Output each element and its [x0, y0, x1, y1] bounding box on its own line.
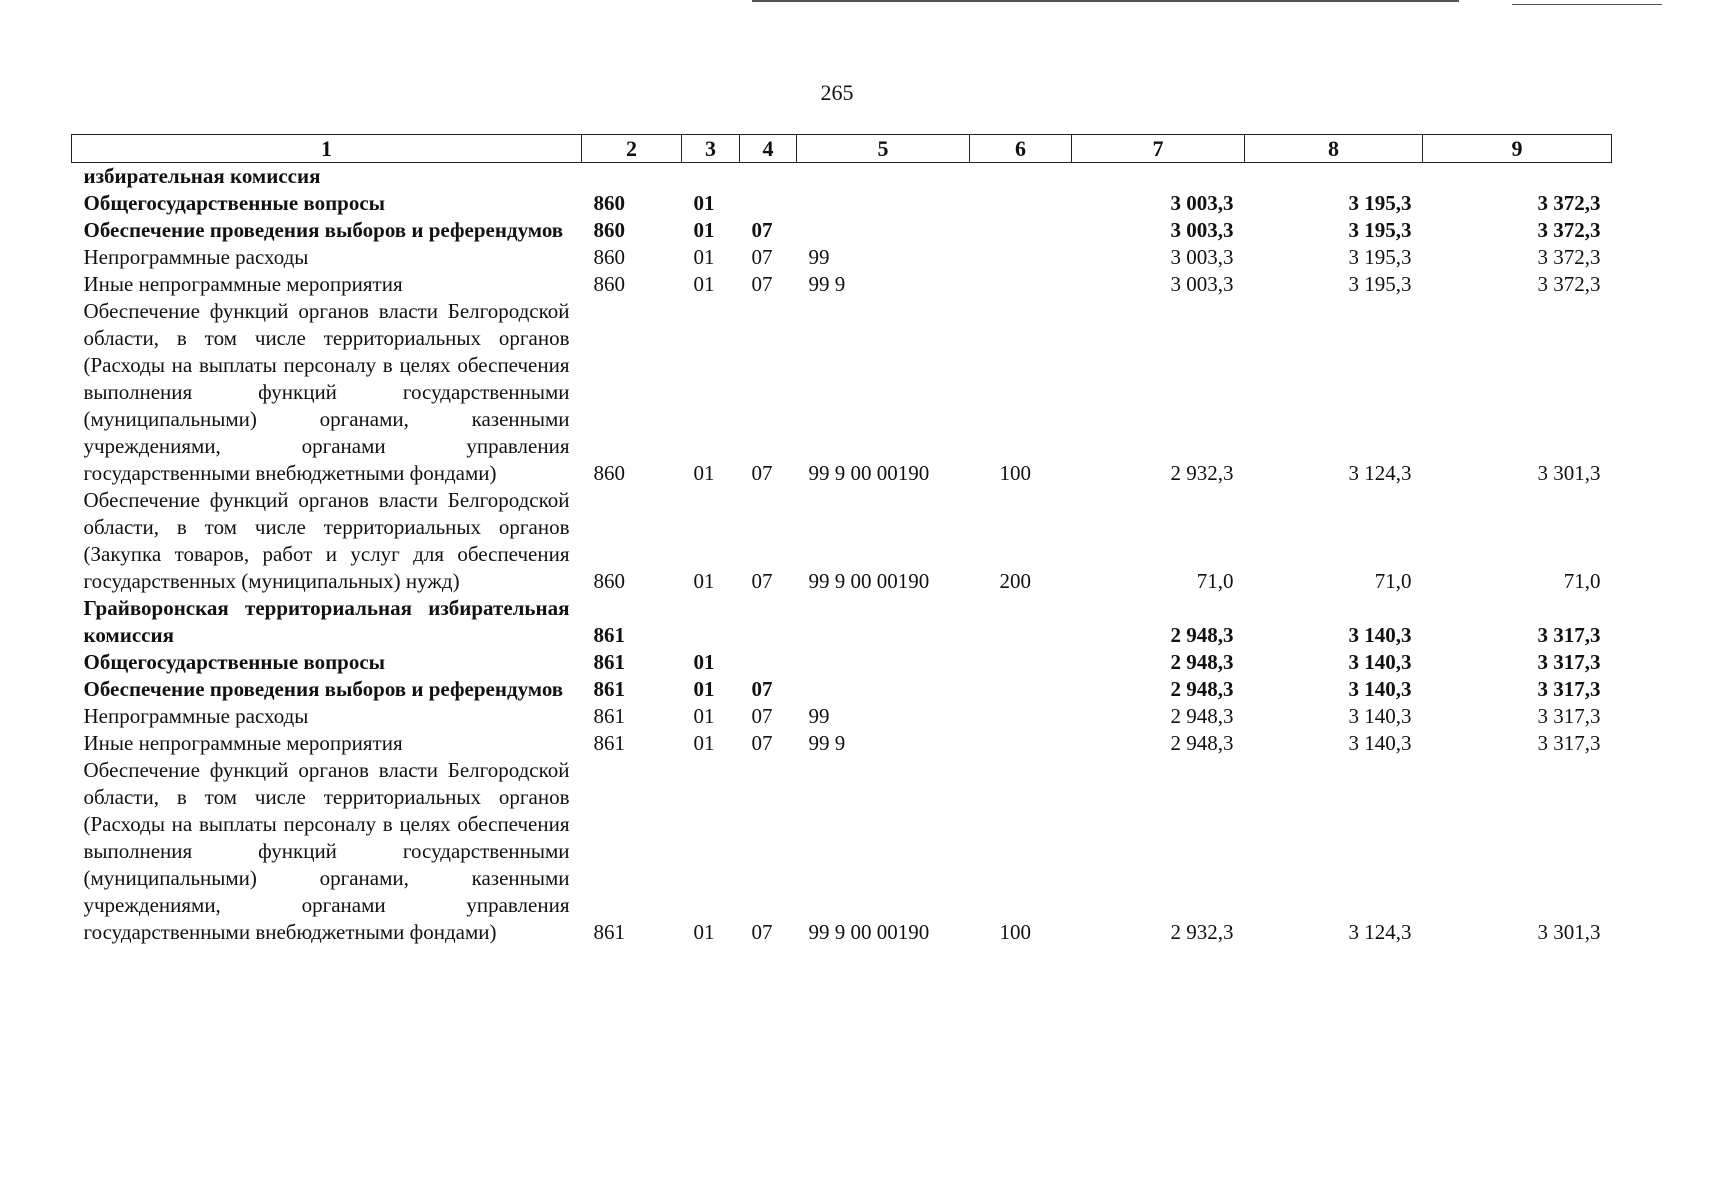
table-row [72, 595, 1612, 649]
cell-ved [582, 163, 682, 191]
cell-csr: 99 [808, 245, 830, 269]
table-row [72, 163, 1612, 191]
cell-pr: 07 [751, 272, 773, 296]
cell-year-1 [1072, 163, 1245, 191]
cell-pr: 07 [751, 569, 773, 593]
header-col-1: 1 [72, 135, 582, 163]
cell-rz: 01 [693, 704, 715, 728]
cell-vr [970, 703, 1072, 730]
cell-csr [797, 595, 970, 649]
cell-csr: 99 9 [808, 731, 846, 755]
header-row [72, 135, 1612, 163]
cell-pr [740, 595, 797, 649]
top-scan-rule-short [1512, 4, 1662, 5]
cell-csr: 99 9 00 00190 [808, 569, 930, 593]
table-row [72, 244, 1612, 271]
cell-ved: 861 [593, 920, 625, 944]
cell-year-2: 3 124,3 [1348, 920, 1412, 944]
cell-year-1: 2 948,3 [1170, 677, 1234, 701]
cell-pr: 07 [751, 704, 773, 728]
top-scan-rule [752, 0, 1459, 2]
cell-year-3: 71,0 [1563, 569, 1601, 593]
row-name: Иные непрограммные мероприятия [83, 731, 403, 755]
cell-rz: 01 [693, 272, 715, 296]
cell-vr [970, 244, 1072, 271]
cell-year-2: 3 140,3 [1348, 677, 1412, 701]
row-name: Общегосударственные вопросы [83, 191, 386, 215]
cell-year-1: 2 948,3 [1170, 731, 1234, 755]
table-row [72, 703, 1612, 730]
cell-vr [970, 730, 1072, 757]
cell-vr [970, 595, 1072, 649]
cell-year-2: 3 195,3 [1348, 218, 1412, 242]
cell-year-2: 3 140,3 [1348, 731, 1412, 755]
cell-year-2: 3 195,3 [1348, 191, 1412, 215]
cell-vr: 100 [999, 461, 1031, 485]
cell-rz: 01 [693, 218, 715, 242]
row-name: Обеспечение функций органов власти Белгородской области, в том числе территориальных органов (Расходы на выплаты персоналу в целях обеспечения выполнения функций государственными (муниципальными) органами, казенными учреждениями, органами управления государственными внебюджетными фондами) [83, 758, 570, 944]
cell-csr [797, 163, 970, 191]
cell-year-2 [1245, 163, 1423, 191]
row-name: Непрограммные расходы [83, 704, 309, 728]
cell-year-1: 2 932,3 [1170, 461, 1234, 485]
header-col-6: 6 [970, 135, 1072, 163]
cell-year-2: 3 140,3 [1348, 704, 1412, 728]
cell-year-1: 2 932,3 [1170, 920, 1234, 944]
cell-year-3: 3 317,3 [1537, 623, 1601, 647]
cell-csr [797, 190, 970, 217]
cell-year-1: 3 003,3 [1170, 245, 1234, 269]
cell-ved: 861 [593, 650, 625, 674]
cell-vr [970, 676, 1072, 703]
row-name: Обеспечение проведения выборов и референдумов [83, 677, 564, 701]
cell-rz: 01 [693, 569, 715, 593]
cell-csr: 99 [808, 704, 830, 728]
cell-year-2: 3 195,3 [1348, 245, 1412, 269]
cell-year-2: 3 195,3 [1348, 272, 1412, 296]
cell-rz: 01 [693, 731, 715, 755]
cell-year-2: 3 140,3 [1348, 650, 1412, 674]
cell-vr [970, 190, 1072, 217]
cell-year-3: 3 317,3 [1537, 704, 1601, 728]
cell-vr [970, 271, 1072, 298]
cell-year-3: 3 317,3 [1537, 650, 1601, 674]
cell-year-3: 3 317,3 [1537, 731, 1601, 755]
cell-year-1: 3 003,3 [1170, 191, 1234, 215]
cell-pr: 07 [751, 677, 773, 701]
cell-csr: 99 9 00 00190 [808, 920, 930, 944]
cell-pr: 07 [751, 731, 773, 755]
row-name: Непрограммные расходы [83, 245, 309, 269]
table-row [72, 676, 1612, 703]
row-name: Обеспечение проведения выборов и референдумов [83, 218, 564, 242]
cell-year-1: 3 003,3 [1170, 272, 1234, 296]
cell-csr [797, 676, 970, 703]
cell-ved: 860 [593, 245, 625, 269]
table-body [72, 163, 1612, 947]
page-number: 265 [820, 80, 854, 105]
table-row [72, 649, 1612, 676]
row-name: Грайворонская территориальная избирательная комиссия [83, 596, 570, 647]
header-col-5: 5 [797, 135, 970, 163]
row-name: Обеспечение функций органов власти Белгородской области, в том числе территориальных органов (Закупка товаров, работ и услуг для обеспечения государственных (муниципальных) нужд) [83, 488, 570, 593]
header-col-7: 7 [1072, 135, 1245, 163]
header-col-3: 3 [682, 135, 740, 163]
table-row [72, 271, 1612, 298]
cell-ved: 861 [593, 677, 625, 701]
table-row [72, 217, 1612, 244]
cell-year-1: 2 948,3 [1170, 704, 1234, 728]
cell-year-3: 3 372,3 [1537, 272, 1601, 296]
cell-csr [797, 649, 970, 676]
cell-year-1: 71,0 [1196, 569, 1234, 593]
cell-rz: 01 [693, 461, 715, 485]
cell-pr [740, 163, 797, 191]
header-col-4: 4 [740, 135, 797, 163]
cell-year-1: 3 003,3 [1170, 218, 1234, 242]
cell-vr: 200 [999, 569, 1031, 593]
header-col-8: 8 [1245, 135, 1423, 163]
cell-ved: 861 [593, 623, 625, 647]
cell-ved: 861 [593, 704, 625, 728]
table-row [72, 190, 1612, 217]
budget-table [71, 134, 1612, 946]
cell-year-3: 3 372,3 [1537, 218, 1601, 242]
cell-ved: 860 [593, 461, 625, 485]
table-row [72, 298, 1612, 487]
cell-year-3: 3 301,3 [1537, 920, 1601, 944]
cell-pr: 07 [751, 218, 773, 242]
cell-csr: 99 9 00 00190 [808, 461, 930, 485]
cell-pr [740, 190, 797, 217]
cell-csr: 99 9 [808, 272, 846, 296]
cell-csr [797, 217, 970, 244]
cell-year-3: 3 372,3 [1537, 245, 1601, 269]
table-header [72, 135, 1612, 163]
cell-ved: 860 [593, 272, 625, 296]
cell-pr [740, 649, 797, 676]
cell-rz: 01 [693, 920, 715, 944]
row-name: избирательная комиссия [83, 164, 321, 188]
cell-ved: 861 [593, 731, 625, 755]
cell-ved: 860 [593, 569, 625, 593]
cell-year-3 [1423, 163, 1612, 191]
cell-year-1: 2 948,3 [1170, 623, 1234, 647]
cell-vr [970, 163, 1072, 191]
row-name: Общегосударственные вопросы [83, 650, 386, 674]
header-col-2: 2 [582, 135, 682, 163]
cell-year-3: 3 301,3 [1537, 461, 1601, 485]
cell-year-2: 3 124,3 [1348, 461, 1412, 485]
cell-vr [970, 217, 1072, 244]
cell-rz: 01 [693, 650, 715, 674]
cell-rz [682, 595, 740, 649]
cell-ved: 860 [593, 218, 625, 242]
header-col-9: 9 [1423, 135, 1612, 163]
table-row [72, 757, 1612, 946]
cell-pr: 07 [751, 920, 773, 944]
cell-pr: 07 [751, 245, 773, 269]
table-row [72, 487, 1612, 595]
table-row [72, 730, 1612, 757]
row-name: Обеспечение функций органов власти Белгородской области, в том числе территориальных органов (Расходы на выплаты персоналу в целях обеспечения выполнения функций государственными (муниципальными) органами, казенными учреждениями, органами управления государственными внебюджетными фондами) [83, 299, 570, 485]
row-name: Иные непрограммные мероприятия [83, 272, 403, 296]
cell-rz: 01 [693, 191, 715, 215]
cell-rz [682, 163, 740, 191]
cell-year-3: 3 372,3 [1537, 191, 1601, 215]
cell-rz: 01 [693, 677, 715, 701]
cell-year-3: 3 317,3 [1537, 677, 1601, 701]
cell-rz: 01 [693, 245, 715, 269]
cell-vr: 100 [999, 920, 1031, 944]
cell-pr: 07 [751, 461, 773, 485]
cell-ved: 860 [593, 191, 625, 215]
cell-year-2: 3 140,3 [1348, 623, 1412, 647]
cell-year-2: 71,0 [1374, 569, 1412, 593]
cell-vr [970, 649, 1072, 676]
cell-year-1: 2 948,3 [1170, 650, 1234, 674]
